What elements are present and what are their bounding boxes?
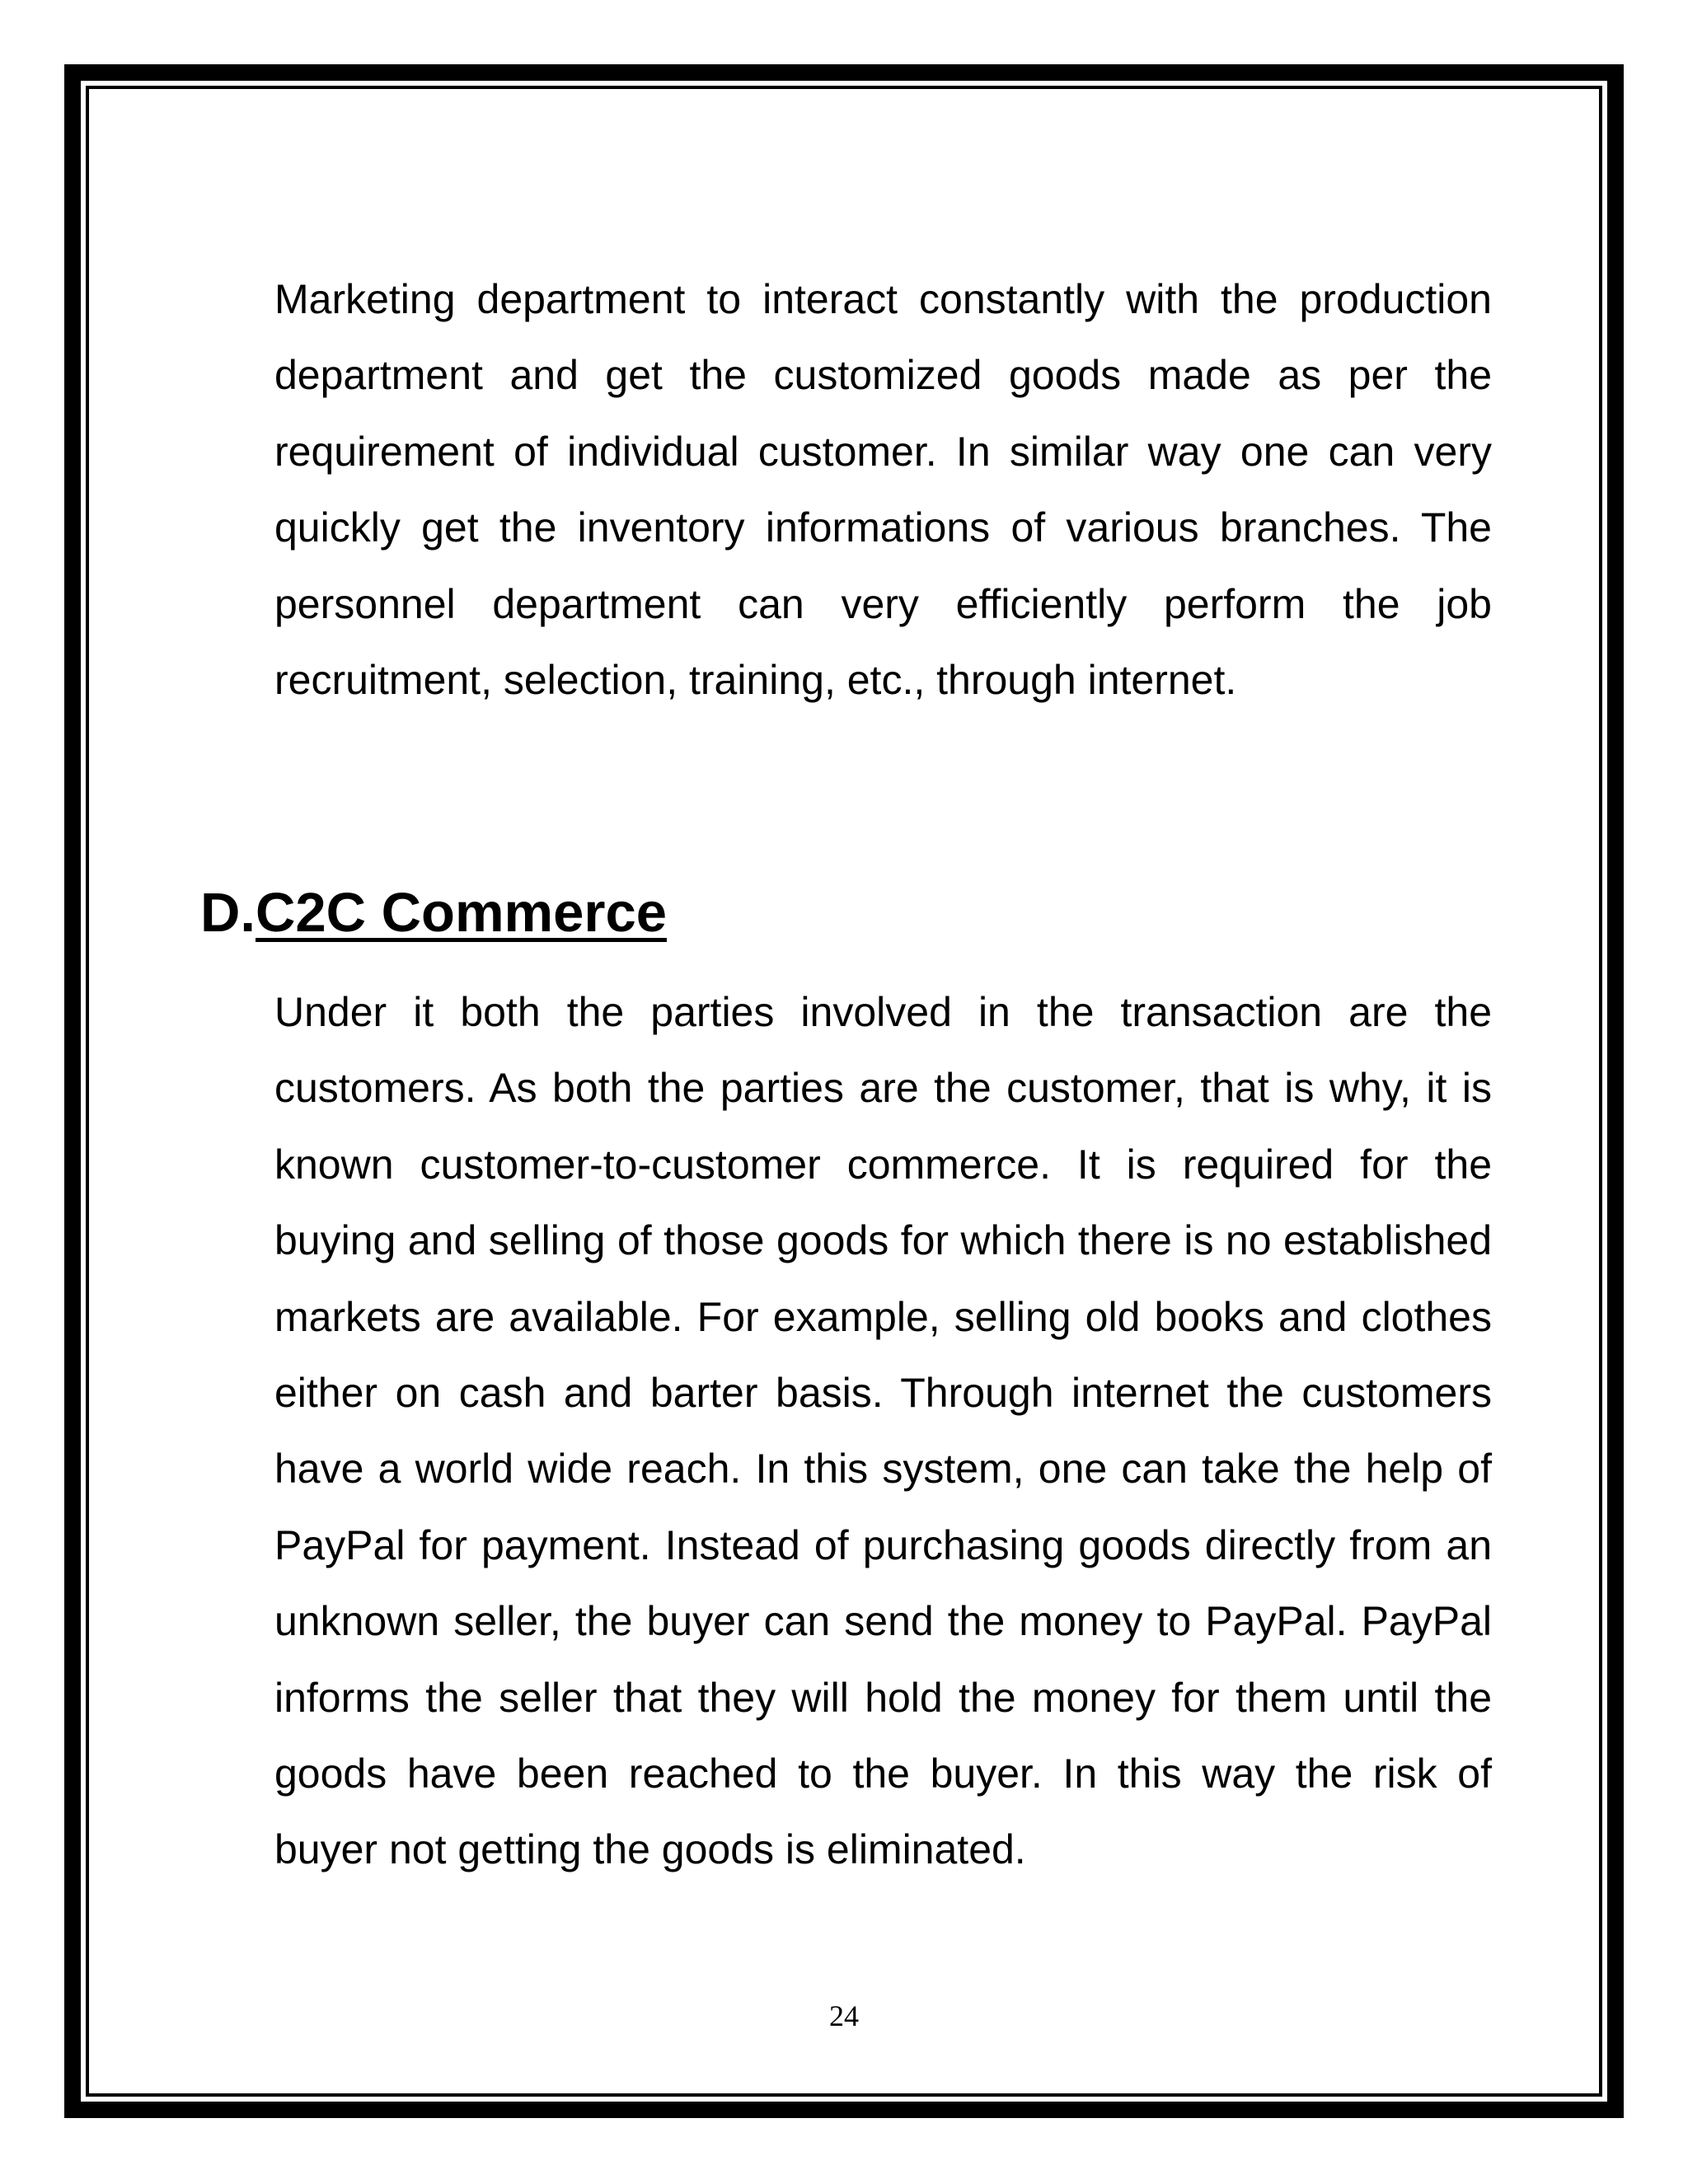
- paragraph-c2c: Under it both the parties involved in the transaction are the customers. As both the parties are the customer, that is why, it is known customer-to-customer commerce. It is required for the buying and selling of those goods for which there is no established markets are available. For example, selling old books and clothes either on cash and barter basis. Through internet the customers have a world wide reach. In this system, one can take the help of PayPal for payment. Instead of purchasing goods directly from an unknown seller, the buyer can send the money to PayPal. PayPal informs the seller that they will hold the money for them until the goods have been reached to the buyer. In this way the risk of buyer not getting the goods is eliminated.: [274, 989, 1492, 1873]
- section-title: C2C Commerce: [256, 882, 667, 944]
- section-prefix: D.: [200, 882, 256, 944]
- paragraph-marketing: Marketing department to interact constantly with the production department and get the customized goods made as per the requirement of individual customer. In similar way one can very quickly get the inventory informations of various branches. The personnel department can very efficiently perform the job recruitment, selection, training, etc., through internet.: [274, 276, 1492, 704]
- page-number: 24: [829, 1999, 859, 2032]
- section-heading: [200, 872, 667, 954]
